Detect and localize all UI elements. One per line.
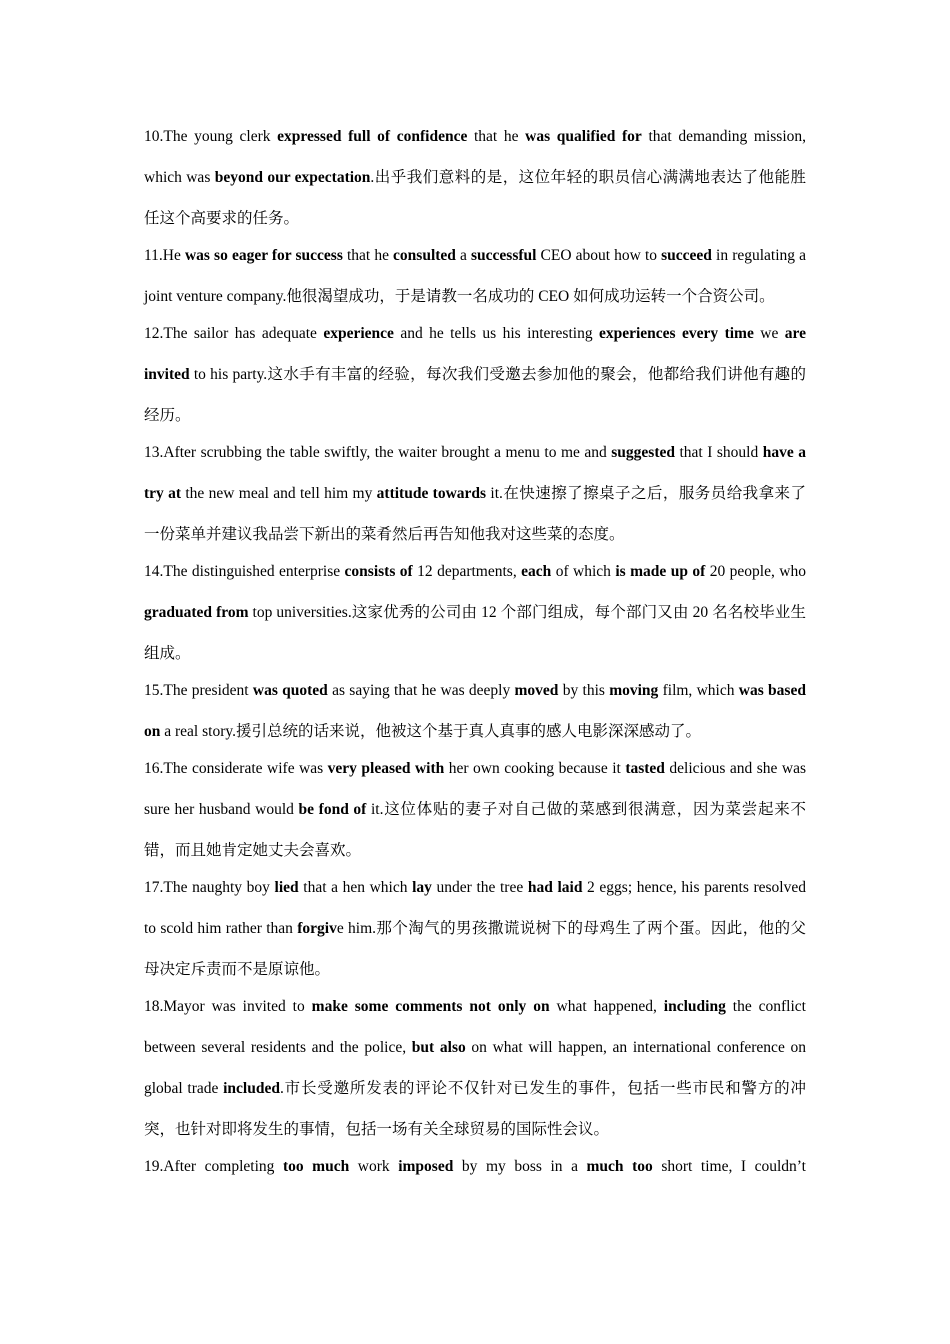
sentence-text: 12 departments,	[412, 563, 522, 580]
sentence-text: on what will happen, an international conference on global trade	[144, 1039, 807, 1097]
sentence-text: what happened,	[549, 998, 664, 1015]
sentence-text: 19.After completing	[144, 1158, 283, 1175]
key-phrase: are invited	[144, 325, 806, 383]
sentence-item-18	[144, 986, 806, 1150]
sentence-text: 20 people, who	[705, 563, 806, 580]
sentence-text: that I should	[675, 444, 763, 461]
sentence-item-19	[144, 1146, 806, 1187]
key-phrase: moved	[514, 682, 559, 699]
key-phrase: including	[663, 998, 726, 1015]
sentence-text: 17.The naughty boy	[144, 879, 275, 896]
sentence-text: in regulating a joint venture company.他很渴望成功，于是请教一名成功的 CEO 如何成功运转一个合资公司。	[144, 247, 807, 305]
key-phrase: lied	[274, 879, 299, 896]
key-phrase: suggested	[611, 444, 675, 461]
sentence-text: short time, I couldn’t	[652, 1158, 806, 1175]
sentence-item-16	[144, 748, 806, 871]
key-phrase: was based on	[144, 682, 806, 740]
sentence-item-17	[144, 867, 806, 990]
key-phrase: be fond of	[298, 801, 367, 818]
sentence-text: her own cooking because it	[444, 760, 626, 777]
key-phrase: succeed	[661, 247, 712, 264]
sentence-item-12	[144, 313, 806, 436]
sentence-text: as saying that he was deeply	[327, 682, 515, 699]
sentence-text: of which	[551, 563, 616, 580]
sentence-text: 13.After scrubbing the table swiftly, the waiter brought a menu to me and	[144, 444, 612, 461]
key-phrase: have a try at	[144, 444, 806, 502]
sentence-text: under the tree	[431, 879, 528, 896]
sentence-item-13	[144, 432, 806, 555]
key-phrase: was so eager for success	[184, 247, 343, 264]
sentence-text: that he	[342, 247, 394, 264]
key-phrase: experience	[323, 325, 394, 342]
key-phrase: moving	[609, 682, 659, 699]
sentence-text: .出乎我们意料的是，这位年轻的职员信心满满地表达了他能胜任这个高要求的任务。	[144, 169, 806, 227]
sentence-text: and he tells us his interesting	[393, 325, 599, 342]
key-phrase: tasted	[625, 760, 665, 777]
key-phrase: imposed	[398, 1158, 454, 1175]
key-phrase: graduated from	[144, 604, 249, 621]
key-phrase: each	[521, 563, 552, 580]
key-phrase: was quoted	[252, 682, 328, 699]
sentence-item-15	[144, 670, 806, 752]
key-phrase: consists of	[344, 563, 413, 580]
sentence-text: 10.The young clerk	[144, 128, 278, 145]
sentence-text: 2 eggs; hence, his parents resolved to scold him rather than	[144, 879, 806, 937]
key-phrase: much too	[586, 1158, 653, 1175]
sentence-text: a real story.援引总统的话来说，他被这个基于真人真事的感人电影深深感动了。	[160, 723, 701, 740]
key-phrase: expressed full of confidence	[277, 128, 468, 145]
key-phrase: is made up of	[615, 563, 706, 580]
key-phrase: was qualified for	[525, 128, 642, 145]
sentence-text: we	[753, 325, 785, 342]
sentence-text: that he	[467, 128, 526, 145]
sentence-item-10	[144, 116, 806, 239]
sentence-text: it.在快速擦了擦桌子之后，服务员给我拿来了一份菜单并建议我品尝下新出的菜肴然后再告知他我对这些菜的态度。	[144, 485, 807, 543]
sentence-text: by this	[558, 682, 610, 699]
sentence-item-11	[144, 235, 806, 317]
key-phrase: very pleased with	[327, 760, 445, 777]
sentence-text: work	[349, 1158, 399, 1175]
sentence-text: 18.Mayor was invited to	[144, 998, 312, 1015]
sentence-text: CEO about how to	[536, 247, 662, 264]
sentence-text: 15.The president	[144, 682, 253, 699]
key-phrase: make some comments not only on	[311, 998, 550, 1015]
sentence-item-14	[144, 551, 806, 674]
sentence-text: 16.The considerate wife was	[144, 760, 328, 777]
key-phrase: successful	[471, 247, 537, 264]
sentence-text: that a hen which	[298, 879, 413, 896]
key-phrase: had laid	[527, 879, 583, 896]
key-phrase: experiences every time	[598, 325, 754, 342]
sentence-text: the new meal and tell him my	[181, 485, 377, 502]
key-phrase: included	[223, 1080, 280, 1097]
sentence-list	[144, 116, 806, 1183]
sentence-text: .市长受邀所发表的评论不仅针对已发生的事件，包括一些市民和警方的冲突，也针对即将发生的事情，包括一场有关全球贸易的国际性会议。	[144, 1080, 806, 1138]
key-phrase: beyond our expectation	[214, 169, 371, 186]
sentence-text: it.这位体贴的妻子对自己做的菜感到很满意，因为菜尝起来不错，而且她肯定她丈夫会喜欢。	[144, 801, 806, 859]
sentence-text: film, which	[658, 682, 739, 699]
key-phrase: too much	[282, 1158, 350, 1175]
key-phrase: consulted	[393, 247, 456, 264]
sentence-text: delicious and she was sure her husband would	[144, 760, 806, 818]
sentence-text: the conflict between several residents and the police,	[144, 998, 806, 1056]
sentence-text: 12.The sailor has adequate	[144, 325, 324, 342]
key-phrase: lay	[412, 879, 432, 896]
key-phrase: but also	[411, 1039, 466, 1056]
sentence-text: 11.He	[144, 247, 185, 264]
sentence-text: a	[455, 247, 471, 264]
sentence-text: e him.那个淘气的男孩撒谎说树下的母鸡生了两个蛋。因此，他的父母决定斥责而不是原谅他。	[144, 920, 806, 978]
sentence-text: that demanding mission, which was	[144, 128, 807, 186]
sentence-text: 14.The distinguished enterprise	[144, 563, 345, 580]
key-phrase: forgiv	[297, 920, 337, 937]
sentence-text: by my boss in a	[453, 1158, 587, 1175]
sentence-text: top universities.这家优秀的公司由 12 个部门组成，每个部门又由 20 名名校毕业生组成。	[144, 604, 806, 662]
key-phrase: attitude towards	[376, 485, 487, 502]
sentence-text: to his party.这水手有丰富的经验，每次我们受邀去参加他的聚会，他都给我们讲他有趣的经历。	[144, 366, 806, 424]
